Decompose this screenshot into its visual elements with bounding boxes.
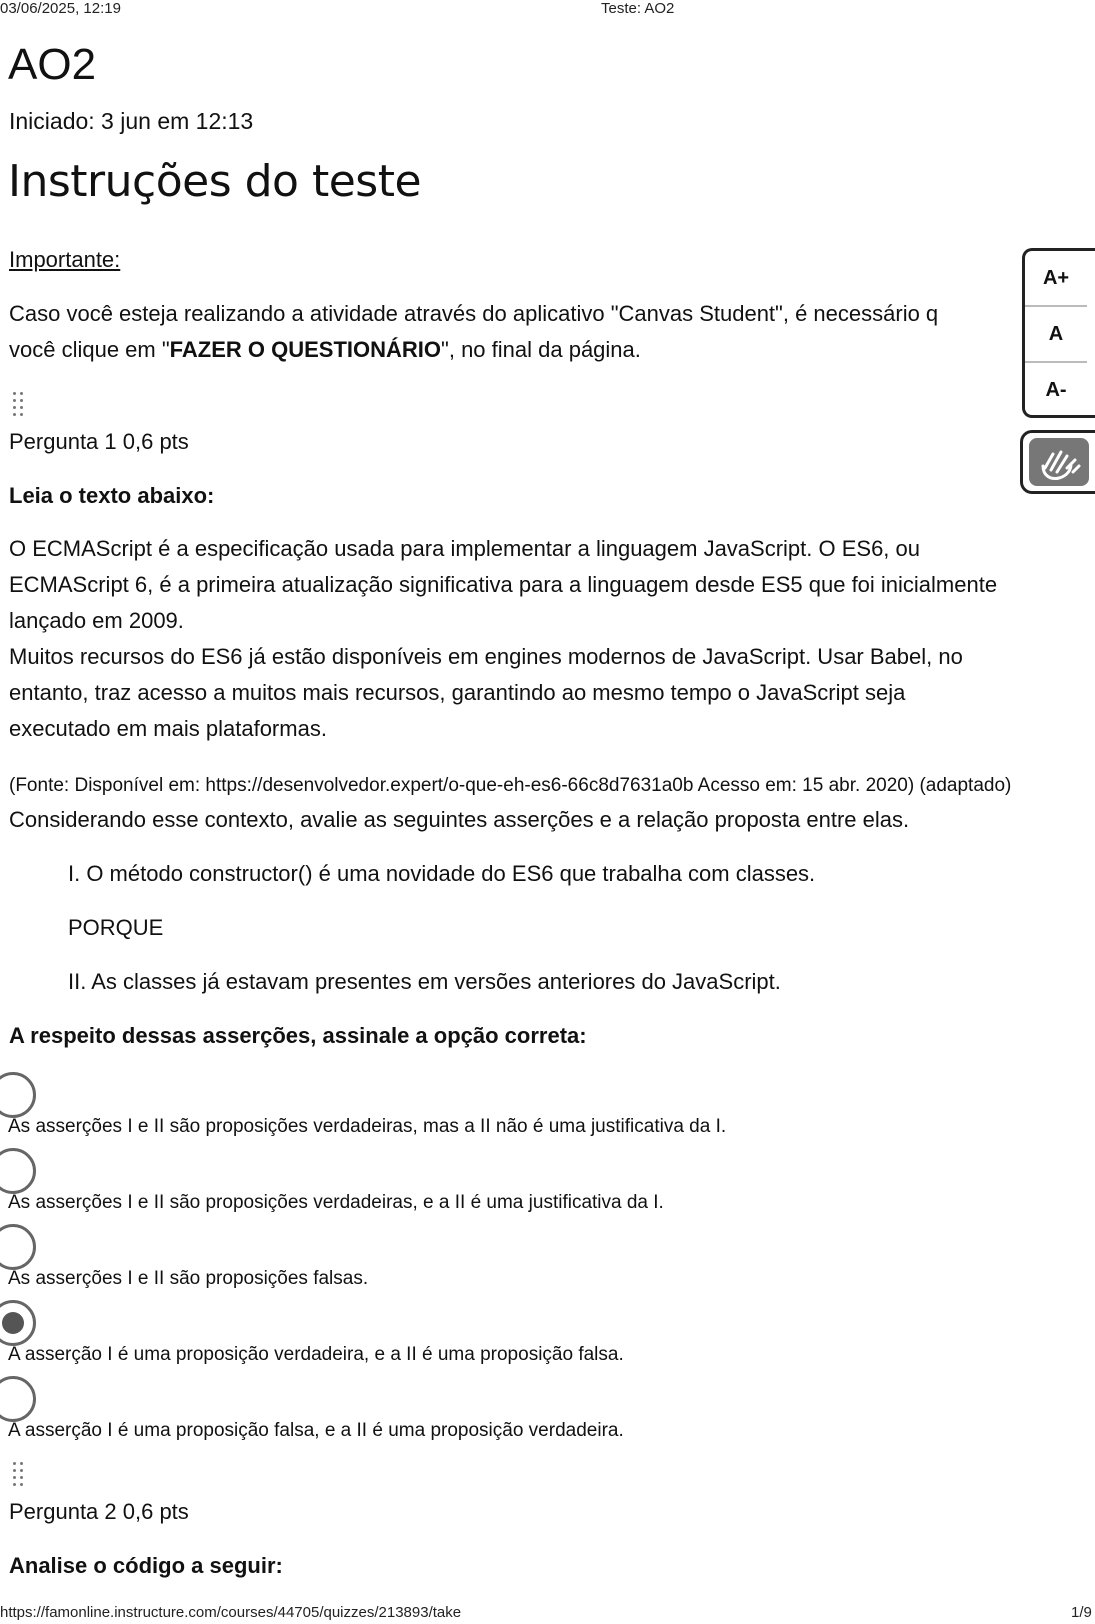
- drag-handle-icon[interactable]: [11, 392, 25, 418]
- question-2-lead: Analise o código a seguir:: [9, 1553, 283, 1578]
- question-2-header: Pergunta 2 0,6 pts: [9, 1499, 189, 1524]
- answer-option-3[interactable]: [0, 1224, 900, 1289]
- answer-option-label: As asserções I e II são proposições falsas.: [8, 1268, 369, 1289]
- print-page-number: 1/9: [1071, 1604, 1092, 1621]
- font-size-controls: [1022, 248, 1095, 418]
- answer-option-2[interactable]: [0, 1148, 900, 1213]
- radio-button-selected[interactable]: [0, 1300, 36, 1346]
- q1-context: Considerando esse contexto, avalie as seguintes asserções e a relação proposta entre elas.: [9, 807, 910, 832]
- q1-paragraph-2-line-3: executado em mais plataformas.: [9, 716, 327, 741]
- q1-paragraph-1-line-3: lançado em 2009.: [9, 608, 184, 633]
- drag-handle-icon[interactable]: [11, 1462, 25, 1488]
- q1-assertion-2: II. As classes já estavam presentes em versões anteriores do JavaScript.: [68, 969, 781, 994]
- radio-button[interactable]: [0, 1148, 36, 1194]
- answer-option-label: A asserção I é uma proposição verdadeira, e a II é uma proposição falsa.: [8, 1344, 624, 1365]
- radio-button[interactable]: [0, 1376, 36, 1422]
- q1-paragraph-2-line-1: Muitos recursos do ES6 já estão disponíveis em engines modernos de JavaScript. Usar Babel, no: [9, 644, 963, 669]
- question-1-header: Pergunta 1 0,6 pts: [9, 429, 189, 454]
- notice-line-2: você clique em "FAZER O QUESTIONÁRIO", no final da página.: [9, 337, 641, 362]
- answer-option-5[interactable]: [0, 1376, 900, 1441]
- print-datetime: 03/06/2025, 12:19: [0, 0, 121, 17]
- q1-paragraph-1-line-2: ECMAScript 6, é a primeira atualização significativa para a linguagem desde ES5 que foi inicialmente: [9, 572, 998, 597]
- notice-bold: FAZER O QUESTIONÁRIO: [169, 337, 442, 362]
- important-label: Importante:: [9, 247, 121, 272]
- sign-language-icon: [1029, 438, 1089, 486]
- started-timestamp: Iniciado: 3 jun em 12:13: [9, 108, 254, 134]
- notice-line-1: Caso você esteja realizando a atividade através do aplicativo "Canvas Student", é necessário q: [9, 301, 939, 326]
- radio-button[interactable]: [0, 1224, 36, 1270]
- answer-option-label: As asserções I e II são proposições verdadeiras, mas a II não é uma justificativa da I.: [8, 1116, 727, 1137]
- answer-option-label: A asserção I é uma proposição falsa, e a II é uma proposição verdadeira.: [8, 1420, 624, 1441]
- instructions-heading: Instruções do teste: [8, 156, 422, 207]
- answer-option-1[interactable]: [0, 1072, 900, 1137]
- q1-because: PORQUE: [68, 915, 164, 940]
- sign-language-button[interactable]: [1020, 430, 1095, 494]
- q1-source: (Fonte: Disponível em: https://desenvolvedor.expert/o-que-eh-es6-66c8d7631a0b Acesso em: 15 abr. 2020) (adaptado): [9, 775, 1012, 796]
- q1-paragraph-2-line-2: entanto, traz acesso a muitos mais recursos, garantindo ao mesmo tempo o JavaScript seja: [9, 680, 906, 705]
- q1-paragraph-1-line-1: O ECMAScript é a especificação usada para implementar a linguagem JavaScript. O ES6, ou: [9, 536, 921, 561]
- q1-prompt: A respeito dessas asserções, assinale a opção correta:: [9, 1023, 587, 1048]
- font-decrease-button[interactable]: A-: [1045, 378, 1067, 401]
- answer-option-label: As asserções I e II são proposições verdadeiras, e a II é uma justificativa da I.: [8, 1192, 664, 1213]
- font-increase-button[interactable]: A+: [1025, 251, 1087, 307]
- q1-assertion-1: I. O método constructor() é uma novidade do ES6 que trabalha com classes.: [68, 861, 816, 886]
- font-normal-button[interactable]: A: [1025, 307, 1087, 363]
- radio-button[interactable]: [0, 1072, 36, 1118]
- print-page-title: Teste: AO2: [601, 0, 675, 17]
- print-url: https://famonline.instructure.com/courses/44705/quizzes/213893/take: [0, 1604, 462, 1621]
- answer-option-4[interactable]: [0, 1300, 900, 1365]
- quiz-title: AO2: [8, 40, 97, 89]
- question-1-lead: Leia o texto abaixo:: [9, 483, 215, 508]
